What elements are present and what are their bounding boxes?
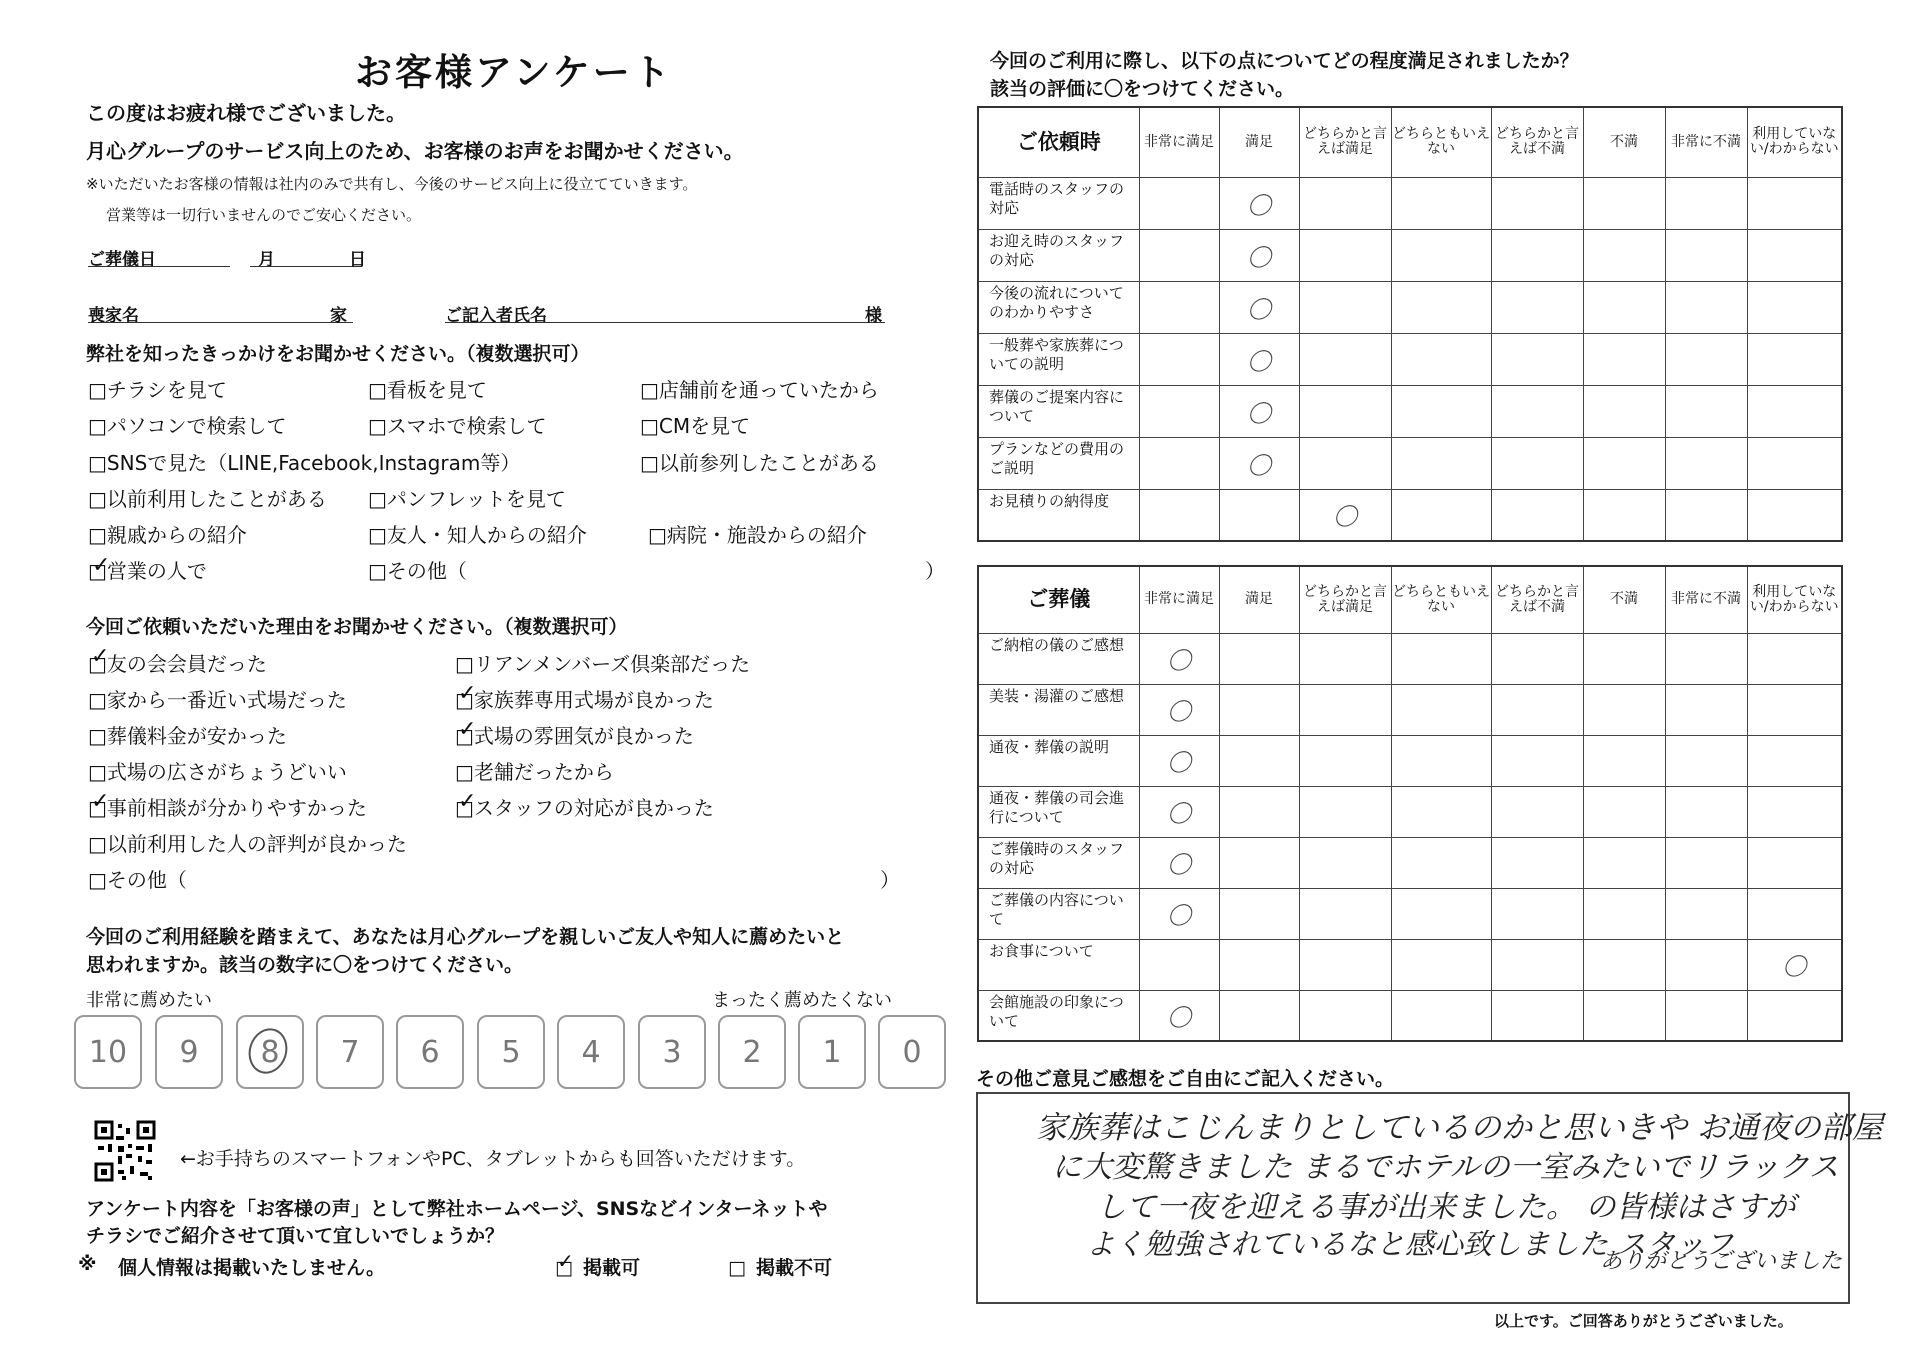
rating-cell[interactable] [1219, 229, 1299, 281]
publish-note-mark: ※ [78, 1253, 97, 1275]
col-somewhat-satisfied: どちらかと言えば満足 [1299, 566, 1391, 633]
selection-mark: 〇 [1167, 851, 1191, 879]
rating-row [978, 837, 1842, 888]
rating-cell[interactable] [1391, 888, 1491, 939]
funeral-date-field[interactable] [156, 248, 231, 266]
col-very-dissatisfied: 非常に不満 [1665, 107, 1747, 177]
rating-cell[interactable] [1219, 633, 1299, 684]
score-0[interactable]: 0 [878, 1015, 946, 1089]
col-somewhat-satisfied: どちらかと言えば満足 [1299, 107, 1391, 177]
scale-left-label: 非常に薦めたい [86, 990, 212, 1011]
q1-option-cm[interactable]: □ CMを見て [640, 410, 750, 439]
q2-option-other[interactable]: □ その他（ [88, 864, 187, 893]
rating-cell[interactable] [1391, 437, 1491, 489]
rating-cell[interactable] [1219, 489, 1299, 541]
day-field[interactable] [282, 248, 352, 266]
rating-cell[interactable] [1665, 735, 1747, 786]
rating-cell[interactable] [1219, 333, 1299, 385]
rating-row-label: 葬儀のご提案内容について [978, 385, 1139, 437]
privacy-note: ※いただいたお客様の情報は社内のみで共有し、今後のサービス向上に役立てていきます。 [86, 175, 698, 193]
selection-mark: 〇 [1167, 902, 1191, 930]
q3-question-line2: 思われますか。該当の数字に〇をつけてください。 [86, 954, 524, 976]
rating-cell[interactable] [1583, 735, 1665, 786]
rating-row [978, 333, 1842, 385]
rating-cell[interactable] [1747, 489, 1842, 541]
rating-table-request [977, 106, 1843, 542]
rating-cell[interactable] [1391, 633, 1491, 684]
rating-cell[interactable] [1299, 939, 1391, 990]
rating-cell[interactable] [1747, 229, 1842, 281]
rating-row-label: お見積りの納得度 [978, 489, 1139, 541]
rating-row-label: ご葬儀の内容について [978, 888, 1139, 939]
q2-option-consultation[interactable]: □ 事前相談が分かりやすかった [88, 792, 367, 821]
rating-cell[interactable] [1139, 229, 1219, 281]
selection-mark: 〇 [1167, 1003, 1191, 1032]
selection-mark: 〇 [1333, 503, 1357, 532]
rating-cell[interactable] [1491, 281, 1583, 333]
rating-row [978, 990, 1842, 1041]
rating-cell[interactable] [1391, 333, 1491, 385]
rating-cell[interactable] [1583, 177, 1665, 229]
rating-cell[interactable] [1219, 786, 1299, 837]
handwritten-line-5: ありがとうございました [1600, 1249, 1843, 1274]
rating-cell[interactable] [1491, 177, 1583, 229]
writer-name-field[interactable] [560, 304, 860, 322]
rating-row-label: 電話時のスタッフの対応 [978, 177, 1139, 229]
rating-cell[interactable] [1747, 437, 1842, 489]
rating-cell[interactable] [1491, 888, 1583, 939]
rating-cell[interactable] [1665, 837, 1747, 888]
rating-row [978, 489, 1842, 541]
rating-cell[interactable] [1665, 633, 1747, 684]
table-header-funeral: ご葬儀 [978, 566, 1139, 633]
rating-cell[interactable] [1139, 177, 1219, 229]
rating-cell[interactable] [1139, 888, 1219, 939]
intro-greeting: この度はお疲れ様でございました。 [86, 101, 406, 125]
family-name-label: 喪家名 [88, 306, 139, 326]
rating-cell[interactable] [1491, 229, 1583, 281]
privacy-note-2: 営業等は一切行いませんのでご安心ください。 [106, 206, 422, 224]
rating-cell[interactable] [1299, 385, 1391, 437]
rating-cell[interactable] [1747, 385, 1842, 437]
rating-cell[interactable] [1139, 385, 1219, 437]
q2-option-member[interactable]: □ 友の会会員だった [88, 648, 267, 677]
rating-cell[interactable] [1139, 333, 1219, 385]
score-7[interactable]: 7 [316, 1015, 384, 1089]
checkmark-icon: ✓ [557, 1249, 574, 1273]
rating-cell[interactable] [1583, 786, 1665, 837]
q1-option-sns[interactable]: □ SNSで見た（LINE,Facebook,Instagram等） [88, 447, 520, 476]
rating-cell[interactable] [1747, 939, 1842, 990]
rating-cell[interactable] [1391, 837, 1491, 888]
q1-option-hospital[interactable]: □ 病院・施設からの紹介 [648, 519, 867, 548]
q1-option-used-before[interactable]: □ 以前利用したことがある [88, 483, 327, 512]
selection-mark: 〇 [1247, 243, 1271, 272]
q1-title: 弊社を知ったきっかけをお聞かせください。（複数選択可） [86, 343, 590, 365]
rating-cell[interactable] [1747, 281, 1842, 333]
rating-cell[interactable] [1665, 385, 1747, 437]
rating-row-label: お迎え時のスタッフの対応 [978, 229, 1139, 281]
selection-mark: 〇 [1167, 647, 1191, 675]
rating-cell[interactable] [1219, 990, 1299, 1041]
selection-mark: 〇 [1247, 451, 1271, 480]
q1-other-close: ） [925, 559, 945, 583]
rating-question-line2: 該当の評価に〇をつけてください。 [990, 78, 1295, 100]
rating-cell[interactable] [1747, 177, 1842, 229]
rating-cell[interactable] [1139, 735, 1219, 786]
rating-cell[interactable] [1665, 786, 1747, 837]
selection-mark: 〇 [1167, 698, 1191, 726]
checkmark-icon: ✓ [91, 644, 110, 669]
publish-allow-option[interactable]: □ 掲載可 [555, 1253, 640, 1280]
score-9[interactable]: 9 [155, 1015, 223, 1089]
rating-cell[interactable] [1299, 684, 1391, 735]
q1-option-sales-person[interactable]: □ 営業の人で [88, 555, 207, 584]
rating-cell[interactable] [1747, 333, 1842, 385]
rating-cell[interactable] [1299, 281, 1391, 333]
rating-row-label: 通夜・葬儀の説明 [978, 735, 1139, 786]
rating-row [978, 229, 1842, 281]
qr-code-icon[interactable] [94, 1120, 156, 1182]
rating-cell[interactable] [1665, 437, 1747, 489]
rating-cell[interactable] [1299, 837, 1391, 888]
selection-mark: 〇 [1167, 800, 1191, 828]
handwritten-line-3: して一夜を迎える事が出来ました。 の皆様はさすが [1096, 1190, 1796, 1225]
rating-cell[interactable] [1391, 177, 1491, 229]
publish-question-line2: チラシでご紹介させて頂いて宜しいでしょうか？ [86, 1225, 505, 1247]
survey-title: お客様アンケート [355, 51, 673, 94]
q1-option-signboard[interactable]: □ 看板を見て [368, 374, 487, 403]
selection-mark: 〇 [1782, 953, 1807, 981]
rating-cell[interactable] [1491, 735, 1583, 786]
rating-cell[interactable] [1665, 177, 1747, 229]
rating-row-label: プランなどの費用のご説明 [978, 437, 1139, 489]
score-5[interactable]: 5 [477, 1015, 545, 1089]
col-not-used: 利用していない/わからない [1747, 107, 1842, 177]
rating-row [978, 786, 1842, 837]
rating-cell[interactable] [1491, 990, 1583, 1041]
rating-cell[interactable] [1665, 939, 1747, 990]
intro-request: 月心グループのサービス向上のため、お客様のお声をお聞かせください。 [86, 139, 744, 163]
score-10[interactable]: 10 [74, 1015, 142, 1089]
rating-cell[interactable] [1391, 735, 1491, 786]
rating-cell[interactable] [1299, 437, 1391, 489]
rating-row-label: ご葬儀時のスタッフの対応 [978, 837, 1139, 888]
rating-cell[interactable] [1299, 489, 1391, 541]
rating-row [978, 684, 1842, 735]
selection-mark: 〇 [1247, 347, 1271, 376]
rating-cell[interactable] [1391, 281, 1491, 333]
col-somewhat-dissatisfied: どちらかと言えば不満 [1491, 107, 1583, 177]
q1-option-phone-search[interactable]: □ スマホで検索して [368, 410, 547, 439]
q2-option-nearest[interactable]: □ 家から一番近い式場だった [88, 684, 347, 713]
rating-row-label: 通夜・葬儀の司会進行について [978, 786, 1139, 837]
handwritten-line-1: 家族葬はこじんまりとしているのかと思いきや お通夜の部屋 [1036, 1110, 1883, 1146]
rating-cell[interactable] [1299, 990, 1391, 1041]
handwritten-line-4: よく勉強されているなと感心致しました スタッフ [1086, 1227, 1734, 1261]
rating-cell[interactable] [1491, 633, 1583, 684]
rating-row [978, 939, 1842, 990]
rating-cell[interactable] [1491, 489, 1583, 541]
selection-mark: 〇 [1247, 399, 1271, 428]
rating-cell[interactable] [1219, 281, 1299, 333]
rating-cell[interactable] [1665, 489, 1747, 541]
rating-row [978, 281, 1842, 333]
selection-mark: 〇 [1247, 191, 1271, 220]
rating-cell[interactable] [1219, 735, 1299, 786]
checkmark-icon: ✓ [92, 553, 111, 578]
rating-cell[interactable] [1299, 786, 1391, 837]
rating-cell[interactable] [1583, 888, 1665, 939]
col-somewhat-dissatisfied: どちらかと言えば不満 [1491, 566, 1583, 633]
rating-cell[interactable] [1491, 786, 1583, 837]
rating-cell[interactable] [1747, 990, 1842, 1041]
rating-row [978, 633, 1842, 684]
rating-cell[interactable] [1391, 990, 1491, 1041]
rating-cell[interactable] [1139, 684, 1219, 735]
funeral-date-label: ご葬儀日 [88, 250, 156, 270]
rating-row [978, 177, 1842, 229]
rating-cell[interactable] [1219, 684, 1299, 735]
q2-option-size[interactable]: □ 式場の広さがちょうどいい [88, 756, 347, 785]
rating-table-funeral [977, 565, 1843, 1042]
rating-cell[interactable] [1391, 489, 1491, 541]
scale-right-label: まったく薦めたくない [712, 990, 892, 1011]
col-very-dissatisfied: 非常に不満 [1665, 566, 1747, 633]
family-name-field[interactable] [146, 304, 326, 322]
rating-cell[interactable] [1139, 633, 1219, 684]
rating-row-label: ご納棺の儀のご感想 [978, 633, 1139, 684]
q1-option-relative[interactable]: □ 親戚からの紹介 [88, 519, 247, 548]
rating-row-label: お食事について [978, 939, 1139, 990]
q2-option-staff[interactable]: □ スタッフの対応が良かった [455, 792, 714, 821]
rating-cell[interactable] [1583, 939, 1665, 990]
rating-cell[interactable] [1583, 385, 1665, 437]
rating-cell[interactable] [1139, 786, 1219, 837]
q1-option-friend[interactable]: □ 友人・知人からの紹介 [368, 519, 587, 548]
q2-option-atmosphere[interactable]: □ 式場の雰囲気が良かった [455, 720, 694, 749]
rating-row-label: 一般葬や家族葬についての説明 [978, 333, 1139, 385]
rating-question-line1: 今回のご利用に際し、以下の点についてどの程度満足されましたか？ [990, 50, 1579, 72]
rating-cell[interactable] [1299, 177, 1391, 229]
rating-cell[interactable] [1491, 837, 1583, 888]
rating-cell[interactable] [1583, 333, 1665, 385]
rating-row [978, 735, 1842, 786]
q2-option-cheap[interactable]: □ 葬儀料金が安かった [88, 720, 287, 749]
rating-cell[interactable] [1139, 990, 1219, 1041]
rating-cell[interactable] [1299, 333, 1391, 385]
month-label: 月 [258, 250, 275, 270]
rating-cell[interactable] [1491, 437, 1583, 489]
checkmark-icon: ✓ [91, 789, 110, 814]
rating-cell[interactable] [1139, 939, 1219, 990]
q1-option-flyer[interactable]: □ チラシを見て [88, 374, 227, 403]
rating-cell[interactable] [1583, 229, 1665, 281]
q2-title: 今回ご依頼いただいた理由をお聞かせください。（複数選択可） [86, 616, 628, 638]
rating-row-label: 美装・湯灌のご感想 [978, 684, 1139, 735]
rating-cell[interactable] [1491, 333, 1583, 385]
rating-cell[interactable] [1583, 837, 1665, 888]
handwritten-line-2: に大変驚きました まるでホテルの一室みたいでリラックス [1052, 1150, 1839, 1185]
rating-cell[interactable] [1139, 437, 1219, 489]
rating-cell[interactable] [1391, 229, 1491, 281]
q2-other-close: ） [880, 868, 900, 892]
col-neutral: どちらともいえない [1391, 107, 1491, 177]
q1-option-pc-search[interactable]: □ パソコンで検索して [88, 410, 287, 439]
rating-cell[interactable] [1665, 990, 1747, 1041]
checkmark-icon: ✓ [458, 789, 477, 814]
rating-cell[interactable] [1665, 229, 1747, 281]
rating-cell[interactable] [1491, 939, 1583, 990]
rating-cell[interactable] [1219, 888, 1299, 939]
table-header-request: ご依頼時 [978, 107, 1139, 177]
rating-cell[interactable] [1747, 684, 1842, 735]
rating-cell[interactable] [1583, 437, 1665, 489]
col-dissatisfied: 不満 [1583, 566, 1665, 633]
rating-cell[interactable] [1219, 177, 1299, 229]
rating-cell[interactable] [1583, 990, 1665, 1041]
qr-instruction: ←お手持ちのスマートフォンやPC、タブレットからも回答いただけます。 [180, 1148, 806, 1170]
rating-cell[interactable] [1139, 489, 1219, 541]
rating-cell[interactable] [1747, 837, 1842, 888]
q1-option-passed-store[interactable]: □ 店舗前を通っていたから [640, 374, 879, 403]
col-dissatisfied: 不満 [1583, 107, 1665, 177]
q1-option-attended-before[interactable]: □ 以前参列したことがある [640, 447, 879, 476]
rating-cell[interactable] [1299, 888, 1391, 939]
rating-cell[interactable] [1747, 633, 1842, 684]
checkmark-icon: ✓ [458, 717, 477, 742]
table1-body [978, 177, 1842, 541]
selection-mark: 〇 [1167, 749, 1191, 777]
q1-option-pamphlet[interactable]: □ パンフレットを見て [368, 483, 566, 512]
q3-question-line1: 今回のご利用経験を踏まえて、あなたは月心グループを親しいご友人や知人に薦めたいと [86, 926, 845, 948]
score-1[interactable]: 1 [798, 1015, 866, 1089]
q2-option-reputation[interactable]: □ 以前利用した人の評判が良かった [88, 828, 407, 857]
score-6[interactable]: 6 [396, 1015, 464, 1089]
table2-body [978, 633, 1842, 1041]
rating-cell[interactable] [1219, 437, 1299, 489]
score-4[interactable]: 4 [557, 1015, 625, 1089]
family-suffix: 家 [330, 306, 347, 326]
score-3[interactable]: 3 [638, 1015, 706, 1089]
rating-row [978, 385, 1842, 437]
q1-option-other[interactable]: □ その他（ [368, 555, 467, 584]
rating-cell[interactable] [1747, 786, 1842, 837]
rating-cell[interactable] [1491, 684, 1583, 735]
rating-cell[interactable] [1665, 333, 1747, 385]
col-not-used: 利用していない/わからない [1747, 566, 1842, 633]
rating-row [978, 437, 1842, 489]
col-very-satisfied: 非常に満足 [1139, 107, 1219, 177]
score-2[interactable]: 2 [718, 1015, 786, 1089]
day-label: 日 [349, 250, 366, 270]
rating-cell[interactable] [1139, 281, 1219, 333]
score-8[interactable]: 8 [236, 1015, 304, 1089]
rating-cell[interactable] [1747, 888, 1842, 939]
rating-row [978, 888, 1842, 939]
rating-row-label: 会館施設の印象について [978, 990, 1139, 1041]
rating-cell[interactable] [1299, 633, 1391, 684]
rating-cell[interactable] [1391, 939, 1491, 990]
rating-cell[interactable] [1583, 633, 1665, 684]
rating-row-label: 今後の流れについてのわかりやすさ [978, 281, 1139, 333]
q2-option-family-hall[interactable]: □ 家族葬専用式場が良かった [455, 684, 714, 713]
rating-cell[interactable] [1391, 786, 1491, 837]
rating-cell[interactable] [1583, 489, 1665, 541]
rating-cell[interactable] [1665, 888, 1747, 939]
rating-cell[interactable] [1299, 735, 1391, 786]
q2-option-established[interactable]: □ 老舗だったから [455, 756, 614, 785]
rating-cell[interactable] [1583, 281, 1665, 333]
writer-suffix: 様 [865, 306, 882, 326]
rating-cell[interactable] [1583, 684, 1665, 735]
publish-question-line1: アンケート内容を「お客様の声」として弊社ホームページ、SNSなどインターネットや [86, 1198, 828, 1220]
footer-thanks: 以上です。ご回答ありがとうございました。 [1494, 1312, 1793, 1330]
q2-option-rian-members[interactable]: □ リアンメンバーズ倶楽部だった [455, 648, 750, 677]
rating-cell[interactable] [1665, 281, 1747, 333]
free-comment-title: その他ご意見ご感想をご自由にご記入ください。 [976, 1068, 1395, 1090]
selection-mark: 〇 [1247, 295, 1271, 324]
col-satisfied: 満足 [1219, 566, 1299, 633]
rating-cell[interactable] [1299, 229, 1391, 281]
rating-cell[interactable] [1139, 837, 1219, 888]
rating-cell[interactable] [1391, 684, 1491, 735]
rating-cell[interactable] [1219, 939, 1299, 990]
col-very-satisfied: 非常に満足 [1139, 566, 1219, 633]
publish-note: 個人情報は掲載いたしません。 [118, 1257, 386, 1279]
publish-deny-option[interactable]: □ 掲載不可 [728, 1253, 832, 1280]
rating-cell[interactable] [1665, 684, 1747, 735]
rating-cell[interactable] [1219, 385, 1299, 437]
checkmark-icon: ✓ [458, 681, 477, 706]
rating-cell[interactable] [1491, 385, 1583, 437]
writer-label: ご記入者氏名 [445, 306, 547, 326]
rating-cell[interactable] [1747, 735, 1842, 786]
rating-cell[interactable] [1391, 385, 1491, 437]
col-neutral: どちらともいえない [1391, 566, 1491, 633]
col-satisfied: 満足 [1219, 107, 1299, 177]
rating-cell[interactable] [1219, 837, 1299, 888]
